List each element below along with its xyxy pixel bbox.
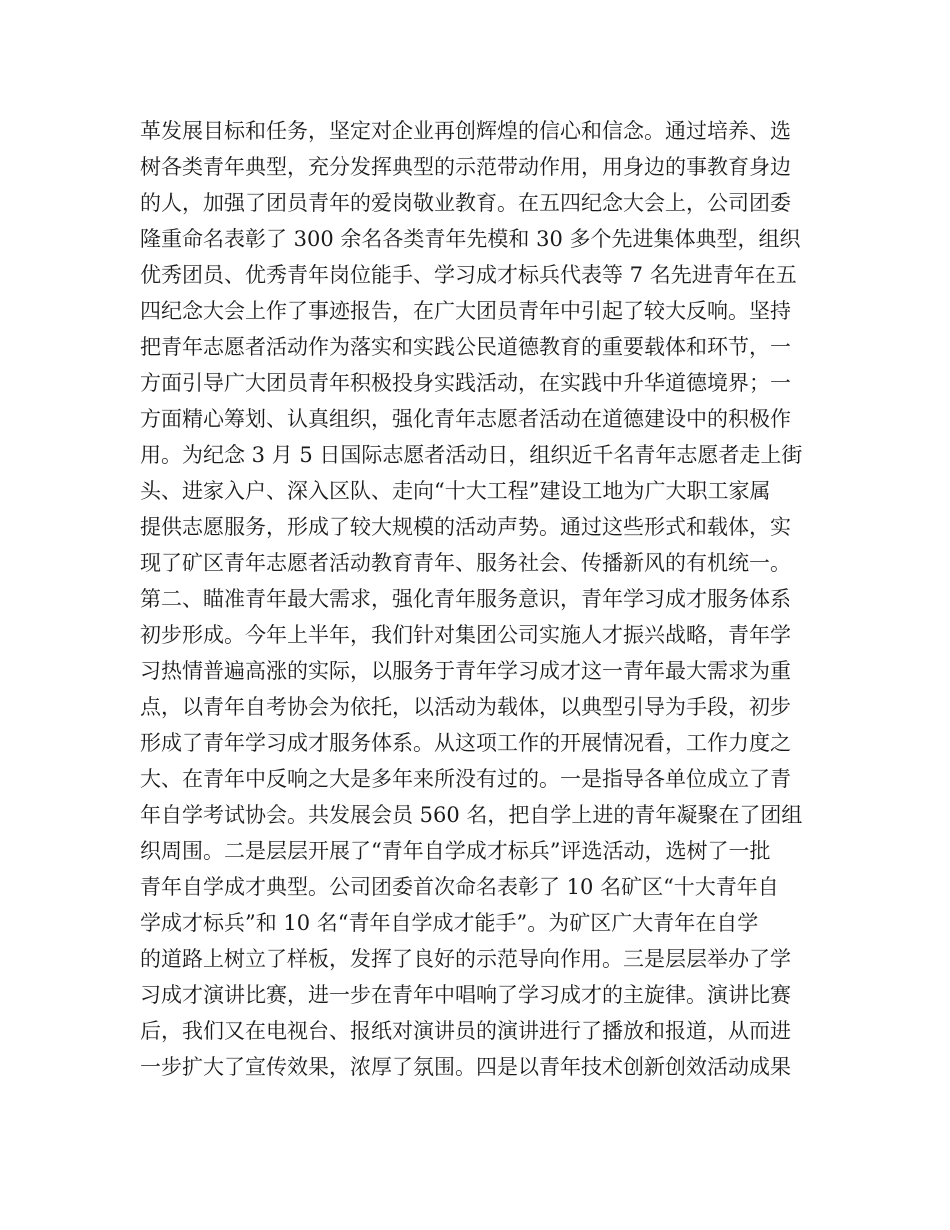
- text-line: 一步扩大了宣传效果，浓厚了氛围。四是以青年技术创新创效活动成果: [140, 1055, 791, 1079]
- text-line: 头、进家入户、深入区队、走向“十大工程”建设工地为广大职工家属: [140, 479, 771, 503]
- text-line: 习热情普遍高涨的实际，以服务于青年学习成才这一青年最大需求为重: [140, 659, 791, 683]
- text-line: 的人，加强了团员青年的爱岗敬业教育。在五四纪念大会上，公司团委: [140, 191, 791, 215]
- text-line: 树各类青年典型，充分发挥典型的示范带动作用，用身边的事教育身边: [140, 155, 791, 179]
- text-line: 点，以青年自考协会为依托，以活动为载体，以典型引导为手段，初步: [140, 695, 791, 719]
- text-line: 初步形成。今年上半年，我们针对集团公司实施人才振兴战略，青年学: [140, 623, 791, 647]
- text-line: 优秀团员、优秀青年岗位能手、学习成才标兵代表等 7 名先进青年在五: [140, 263, 797, 287]
- text-line: 把青年志愿者活动作为落实和实践公民道德教育的重要载体和环节，一: [140, 335, 791, 359]
- text-line: 用。为纪念 3 月 5 日国际志愿者活动日，组织近千名青年志愿者走上街: [140, 443, 803, 467]
- body-text: [140, 113, 830, 1085]
- text-line: 四纪念大会上作了事迹报告，在广大团员青年中引起了较大反响。坚持: [140, 299, 791, 323]
- text-line: 方面精心筹划、认真组织，强化青年志愿者活动在道德建设中的积极作: [140, 407, 791, 431]
- text-line: 后，我们又在电视台、报纸对演讲员的演讲进行了播放和报道，从而进: [140, 1019, 791, 1043]
- text-line: 方面引导广大团员青年积极投身实践活动，在实践中升华道德境界；一: [140, 371, 791, 395]
- text-line: 形成了青年学习成才服务体系。从这项工作的开展情况看，工作力度之: [140, 731, 791, 755]
- text-line: 年自学考试协会。共发展会员 560 名，把自学上进的青年凝聚在了团组: [140, 803, 803, 827]
- text-line: 提供志愿服务，形成了较大规模的活动声势。通过这些形式和载体，实: [140, 515, 791, 539]
- text-line: 习成才演讲比赛，进一步在青年中唱响了学习成才的主旋律。演讲比赛: [140, 983, 791, 1007]
- text-line: 学成才标兵”和 10 名“青年自学成才能手”。为矿区广大青年在自学: [140, 911, 759, 935]
- text-line: 大、在青年中反响之大是多年来所没有过的。一是指导各单位成立了青: [140, 767, 791, 791]
- text-line: 的道路上树立了样板，发挥了良好的示范导向作用。三是层层举办了学: [140, 947, 791, 971]
- text-line: 织周围。二是层层开展了“青年自学成才标兵”评选活动，选树了一批: [140, 839, 771, 863]
- text-line: 第二、瞄准青年最大需求，强化青年服务意识，青年学习成才服务体系: [140, 587, 791, 611]
- text-line: 隆重命名表彰了 300 余名各类青年先模和 30 多个先进集体典型，组织: [140, 227, 801, 251]
- text-line: 现了矿区青年志愿者活动教育青年、服务社会、传播新风的有机统一。: [140, 551, 791, 575]
- text-line: 青年自学成才典型。公司团委首次命名表彰了 10 名矿区“十大青年自: [140, 875, 779, 899]
- text-line: 革发展目标和任务，坚定对企业再创辉煌的信心和信念。通过培养、选: [140, 119, 791, 143]
